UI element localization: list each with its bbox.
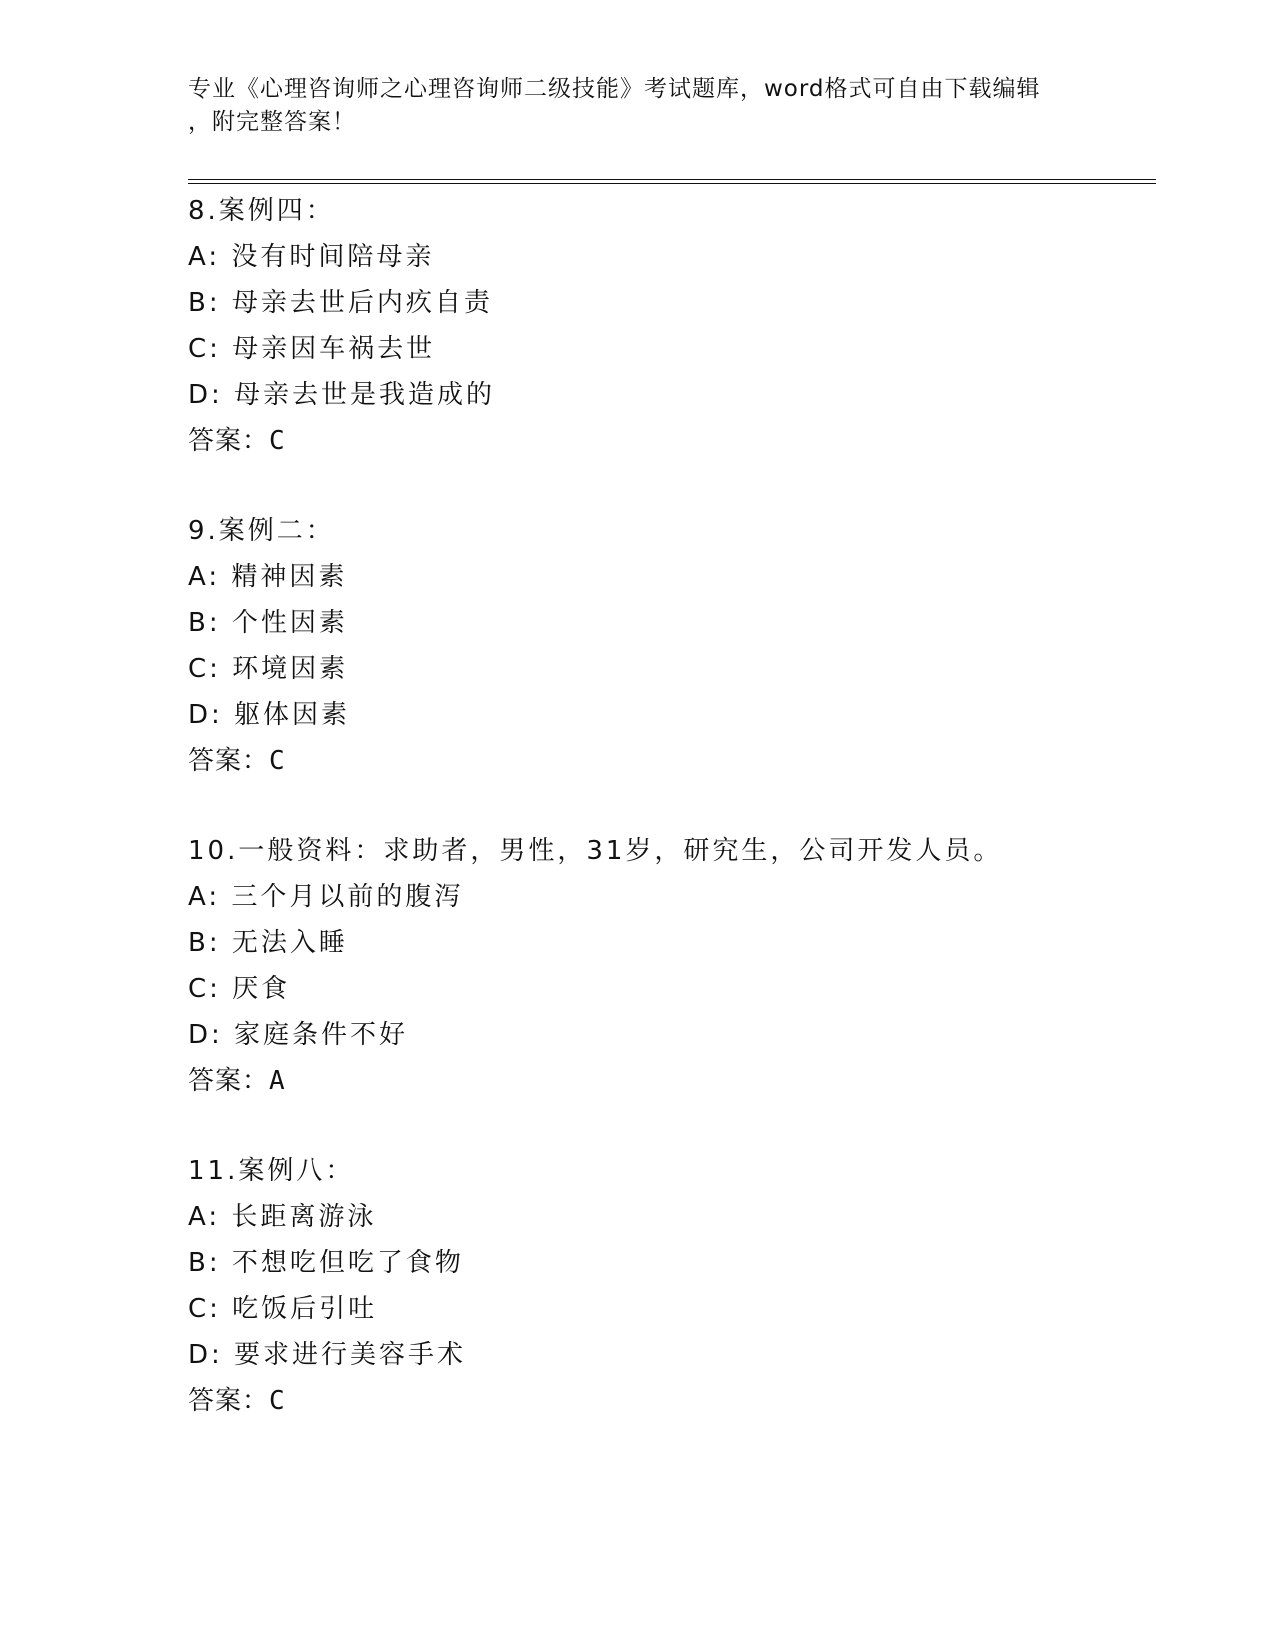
question-8: [188, 188, 1148, 464]
answer-value: C: [269, 746, 286, 776]
question-title: 9.案例二：: [188, 516, 335, 546]
answer: [188, 418, 1148, 464]
answer-label: 答案：: [188, 1386, 270, 1416]
answer-label: 答案：: [188, 746, 270, 776]
option-a: A: 长距离游泳: [188, 1202, 377, 1232]
option-a: A: 没有时间陪母亲: [188, 242, 435, 272]
option-c: C: 厌食: [188, 974, 291, 1004]
option-a: A: 精神因素: [188, 562, 348, 592]
answer-label: 答案：: [188, 426, 270, 456]
option-d: D: 家庭条件不好: [188, 1020, 409, 1050]
option-c: C: 环境因素: [188, 654, 349, 684]
option-d: D: 躯体因素: [188, 700, 351, 730]
option-c: C: 吃饭后引吐: [188, 1294, 378, 1324]
header-line-2: ，附完整答案！: [188, 109, 356, 135]
question-list: [188, 188, 1148, 1468]
answer-value: C: [269, 1386, 286, 1416]
answer: [188, 1058, 1148, 1104]
answer-label: 答案：: [188, 1066, 270, 1096]
question-title: 8.案例四：: [188, 196, 335, 226]
header-line-1: 专业《心理咨询师之心理咨询师二级技能》考试题库，word格式可自由下载编辑: [188, 76, 1041, 102]
header-divider-bottom: [188, 183, 1156, 184]
answer-value: C: [269, 426, 286, 456]
answer-value: A: [269, 1066, 286, 1096]
question-title: 10.一般资料：求助者，男性，31岁，研究生，公司开发人员。: [188, 836, 1003, 866]
option-b: B: 个性因素: [188, 608, 348, 638]
question-9: [188, 508, 1148, 784]
option-b: B: 不想吃但吃了食物: [188, 1248, 464, 1278]
document-header: [188, 73, 1088, 139]
question-10: [188, 828, 1148, 1104]
option-c: C: 母亲因车祸去世: [188, 334, 436, 364]
answer: [188, 738, 1148, 784]
header-divider-top: [188, 179, 1156, 180]
option-d: D: 母亲去世是我造成的: [188, 380, 496, 410]
option-b: B: 无法入睡: [188, 928, 348, 958]
option-a: A: 三个月以前的腹泻: [188, 882, 464, 912]
question-title: 11.案例八：: [188, 1156, 355, 1186]
option-b: B: 母亲去世后内疚自责: [188, 288, 493, 318]
option-d: D: 要求进行美容手术: [188, 1340, 467, 1370]
question-11: [188, 1148, 1148, 1424]
answer: [188, 1378, 1148, 1424]
